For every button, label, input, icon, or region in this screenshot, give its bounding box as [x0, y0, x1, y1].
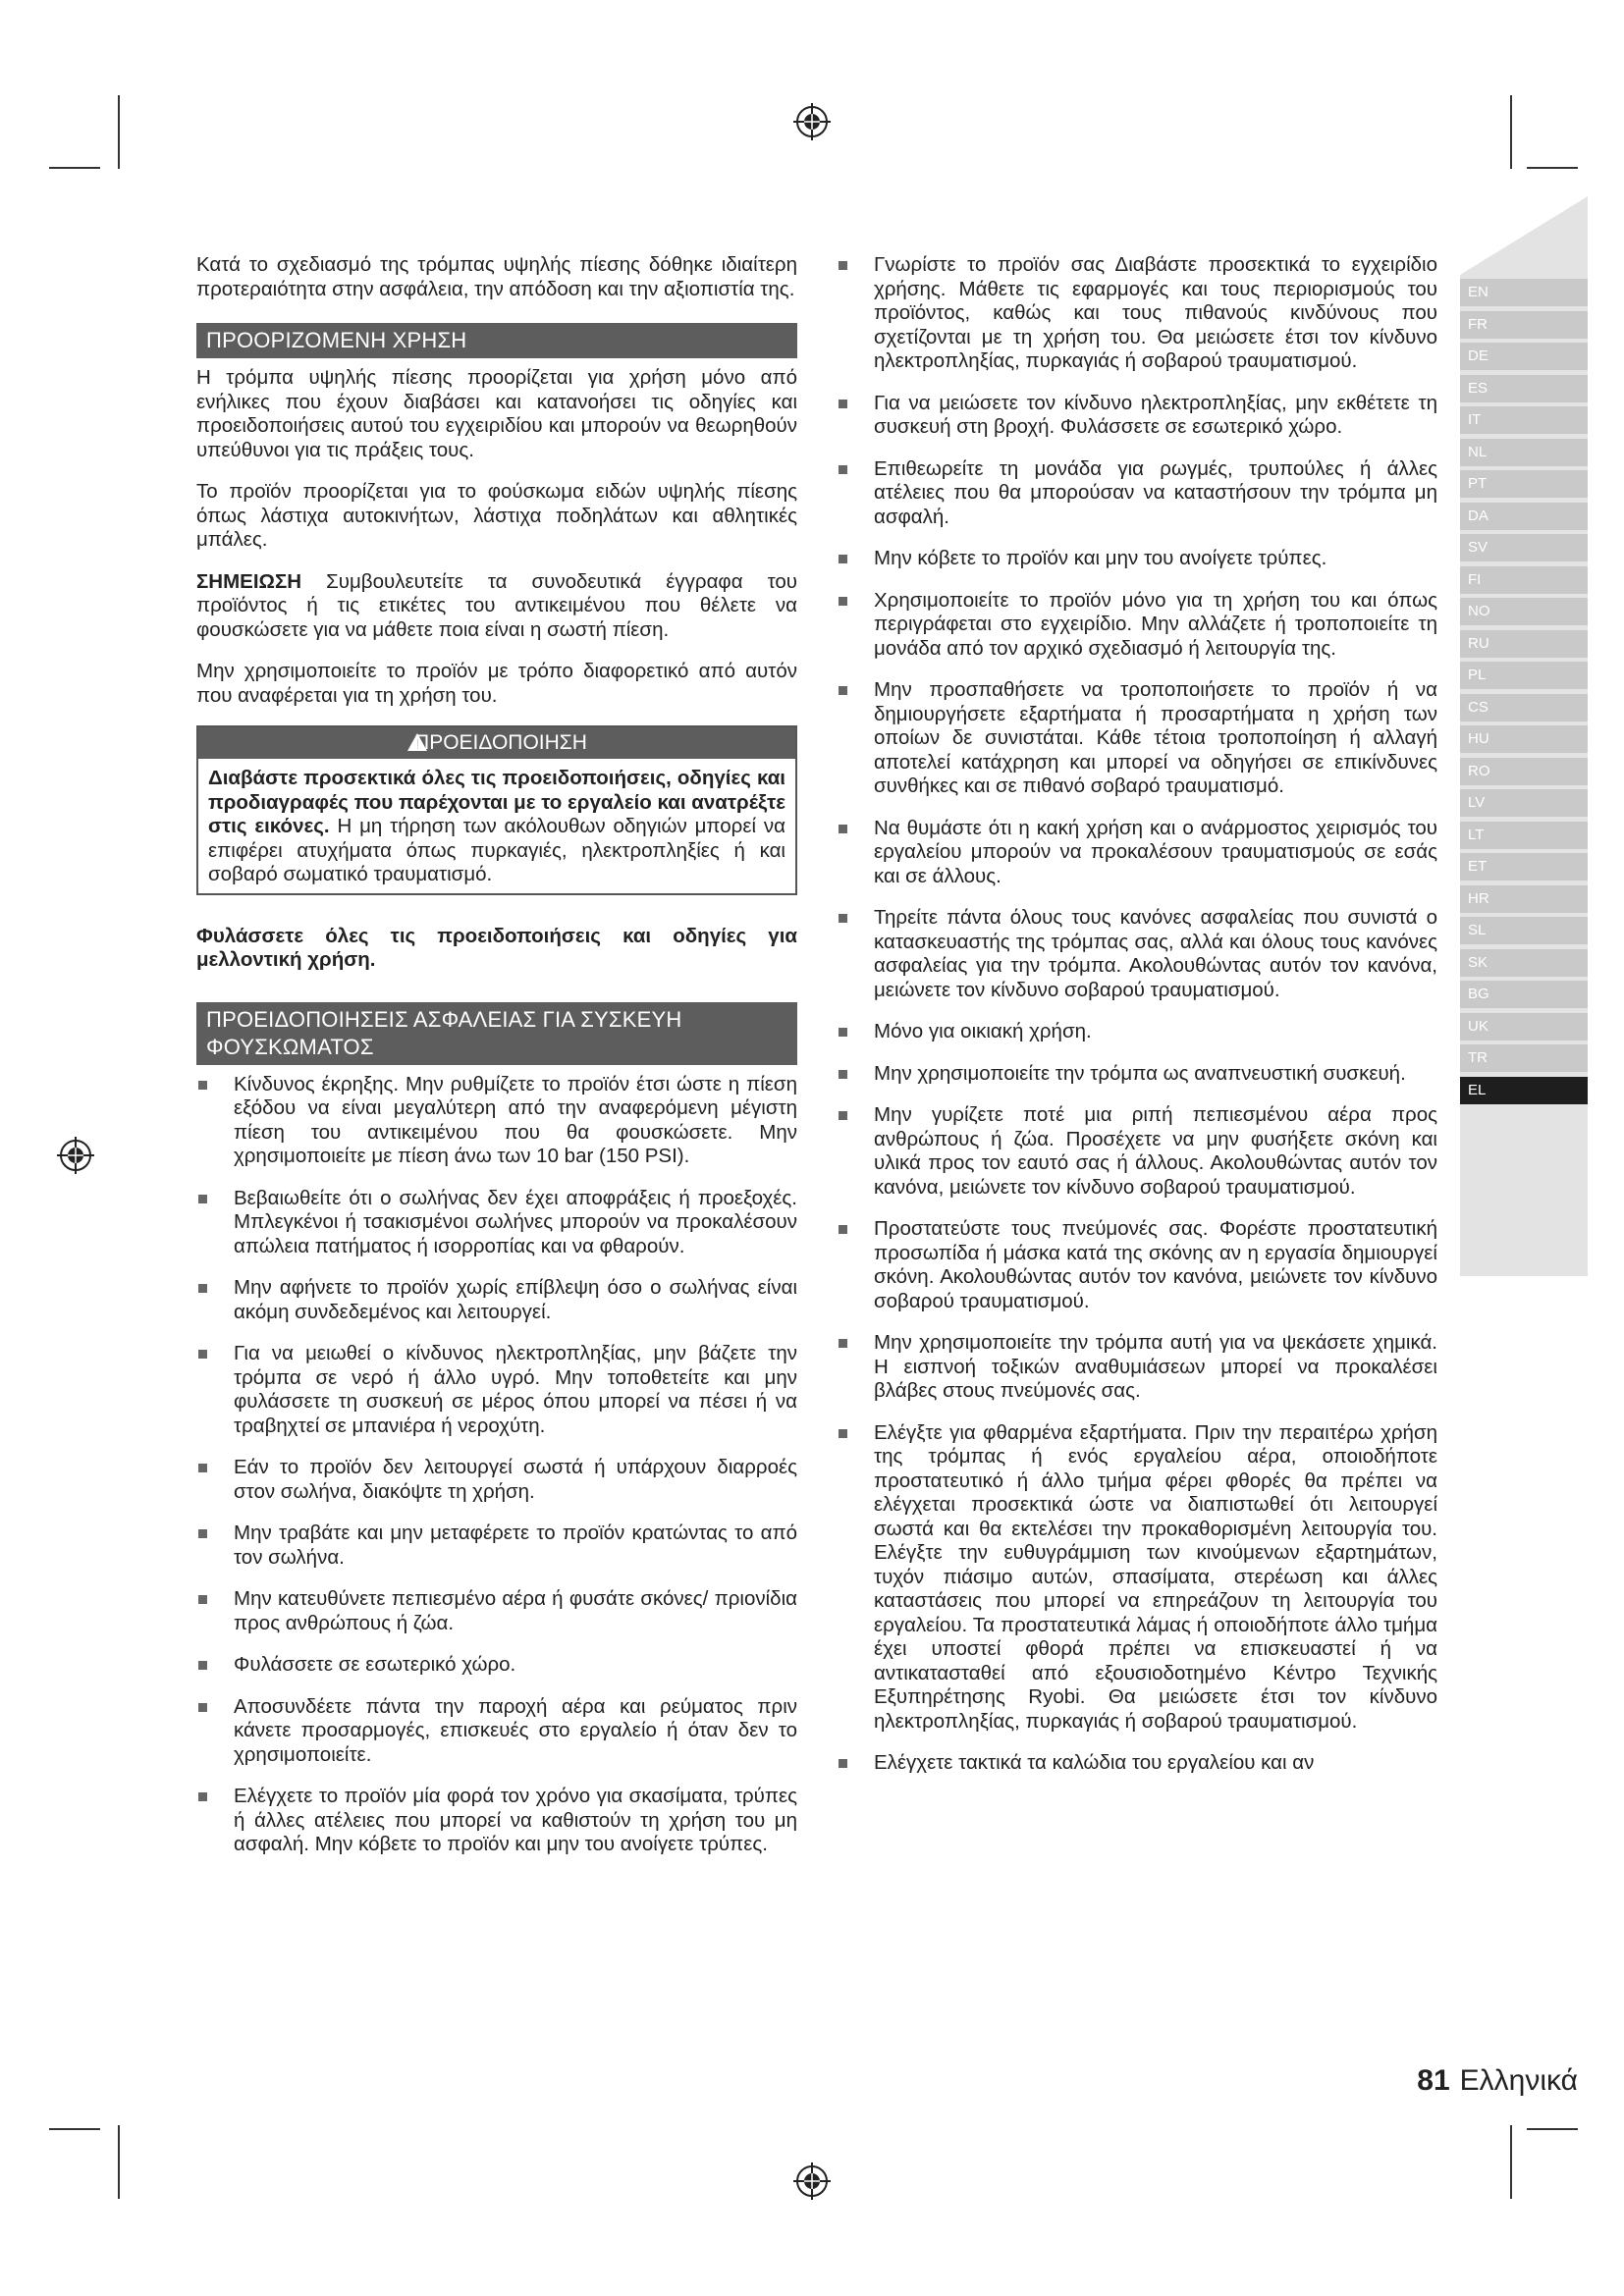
list-item: Μην γυρίζετε ποτέ μια ριπή πεπιεσμένου αέρα προς ανθρώπους ή ζώα. Προσέχετε να μην φυσήξετε σκόνη και υλικά προς τον εαυτό σας ή άλλους. Ακολουθώντας αυτόν τον κανόνα, μειώνετε τον κίνδυνο σοβαρού τραυματισμού. — [837, 1103, 1437, 1200]
list-item: Μην χρησιμοποιείτε την τρόμπα αυτή για να ψεκάσετε χημικά. Η εισπνοή τοξικών αναθυμιάσεων μπορεί να προκαλέσει βλάβες στους πνεύμονές σας. — [837, 1331, 1437, 1404]
list-item: Να θυμάστε ότι η κακή χρήση και ο ανάρμοστος χειρισμός του εργαλείου μπορούν να προκαλέσουν τραυματισμούς σε εσάς και σε άλλους. — [837, 817, 1437, 889]
language-tab-sk: SK — [1460, 949, 1588, 977]
list-item: Ελέγχετε τακτικά τα καλώδια του εργαλείου και αν — [837, 1751, 1437, 1776]
list-item: Κίνδυνος έκρηξης. Μην ρυθμίζετε το προϊόν έτσι ώστε η πίεση εξόδου να είναι μεγαλύτερη από την αναφερόμενη μέγιστη πίεση του αντικειμένου που θα φουσκώσετε. Μην χρησιμοποιείτε με πίεση άνω των 10 bar (150 PSI). — [196, 1073, 797, 1169]
note-paragraph — [196, 570, 797, 643]
note-text: Συμβουλευτείτε τα συνοδευτικά έγγραφα του προϊόντος ή τις ετικέτες του αντικειμένου που θέλετε να φουσκώσετε για να μάθετε ποια είναι η σωστή πίεση. — [196, 569, 797, 641]
list-item: Για να μειωθεί ο κίνδυνος ηλεκτροπληξίας, μην βάζετε την τρόμπα σε νερό ή άλλο υγρό. Μην τοποθετείτε και μην φυλάσσετε τη συσκευή σε μέρος όπου μπορεί να πέσει ή να τραβηχτεί σε μπανιέρα ή νεροχύτη. — [196, 1342, 797, 1438]
language-tab-hr: HR — [1460, 885, 1588, 913]
language-tab-en: EN — [1460, 279, 1588, 306]
crop-mark — [1510, 95, 1512, 169]
intended-use-paragraph: Μην χρησιμοποιείτε το προϊόν με τρόπο διαφορετικό από αυτόν που αναφέρεται για τη χρήση του. — [196, 660, 797, 707]
list-item: Βεβαιωθείτε ότι ο σωλήνας δεν έχει αποφράξεις ή προεξοχές. Μπλεγκένοι ή τσακισμένοι σωλήνες μπορούν να προκαλέσουν απώλεια πατήματος ή ισορροπίας και να φθαρούν. — [196, 1187, 797, 1259]
language-tab-pt: PT — [1460, 470, 1588, 498]
warning-box — [196, 725, 797, 895]
page-language: Ελληνικά — [1459, 2064, 1578, 2097]
language-tabs — [1460, 279, 1588, 1108]
language-tab-de: DE — [1460, 343, 1588, 370]
language-tab-ru: RU — [1460, 630, 1588, 658]
list-item: Μόνο για οικιακή χρήση. — [837, 1020, 1437, 1044]
list-item: Χρησιμοποιείτε το προϊόν μόνο για τη χρήση του και όπως περιγράφεται στο εγχειρίδιο. Μην αλλάζετε ή τροποποιείτε τη μονάδα από τον αρχικό σχεδιασμό ή λειτουργία της. — [837, 589, 1437, 662]
intended-use-heading: ΠΡΟΟΡΙΖΟΜΕΝΗ ΧΡΗΣΗ — [196, 323, 797, 358]
crop-mark — [118, 2125, 120, 2199]
list-item: Μην αφήνετε το προϊόν χωρίς επίβλεψη όσο ο σωλήνας είναι ακόμη συνδεδεμένος και λειτουργεί. — [196, 1276, 797, 1324]
list-item: Προστατεύστε τους πνεύμονές σας. Φορέστε προστατευτική προσωπίδα ή μάσκα κατά της σκόνης αν η εργασία δημιουργεί σκόνη. Ακολουθώντας αυτόν τον κανόνα, μειώνετε τον κίνδυνο σοβαρού τραυματισμού. — [837, 1217, 1437, 1313]
left-column — [196, 253, 797, 1875]
crop-mark — [118, 95, 120, 169]
list-item: Μην τραβάτε και μην μεταφέρετε το προϊόν κρατώντας το από τον σωλήνα. — [196, 1522, 797, 1570]
language-tab-hu: HU — [1460, 725, 1588, 753]
crop-mark — [49, 167, 100, 169]
list-item: Επιθεωρείτε τη μονάδα για ρωγμές, τρυπούλες ή άλλες ατέλειες που θα μπορούσαν να καταστήσουν την τρόμπα μη ασφαλή. — [837, 457, 1437, 530]
language-tab-sl: SL — [1460, 917, 1588, 944]
language-tab-es: ES — [1460, 375, 1588, 402]
safety-heading: ΠΡΟΕΙΔΟΠΟΙΗΣΕΙΣ ΑΣΦΑΛΕΙΑΣ ΓΙΑ ΣΥΣΚΕΥΗ ΦΟΥΣΚΩΜΑΤΟΣ — [196, 1002, 797, 1065]
list-item: Για να μειώσετε τον κίνδυνο ηλεκτροπληξίας, μην εκθέτετε τη συσκευή στη βροχή. Φυλάσσετε σε εσωτερικό χώρο. — [837, 392, 1437, 440]
list-item: Τηρείτε πάντα όλους τους κανόνες ασφαλείας που συνιστά ο κατασκευαστής της τρόμπας σας, αλλά και όλους τους κανόνες ασφαλείας για την τρόμπα. Ακολουθώντας αυτόν τον κανόνα, μειώνετε τον κίνδυνο σοβαρού τραυματισμού. — [837, 906, 1437, 1002]
list-item: Ελέγχετε το προϊόν μία φορά τον χρόνο για σκασίματα, τρύπες ή άλλες ατέλειες που μπορεί να καθιστούν τη χρήση του μη ασφαλή. Μην κόβετε το προϊόν και μην του ανοίγετε τρύπες. — [196, 1785, 797, 1857]
list-item: Μην χρησιμοποιείτε την τρόμπα ως αναπνευστική συσκευή. — [837, 1062, 1437, 1087]
registration-mark-icon — [57, 1137, 94, 1174]
list-item: Φυλάσσετε σε εσωτερικό χώρο. — [196, 1653, 797, 1678]
right-column — [837, 253, 1437, 1793]
language-tab-it: IT — [1460, 406, 1588, 434]
language-tab-et: ET — [1460, 853, 1588, 881]
crop-mark — [49, 2128, 100, 2130]
language-tab-uk: UK — [1460, 1013, 1588, 1041]
keep-warnings-text: Φυλάσσετε όλες τις προειδοποιήσεις και οδηγίες για μελλοντική χρήση. — [196, 924, 797, 971]
language-tab-tr: TR — [1460, 1044, 1588, 1072]
warning-bold-text: Διαβάστε προσεκτικά όλες τις προειδοποιήσεις, οδηγίες και προδιαγραφές που παρέχονται με το εργαλείο και ανατρέξτε στις εικόνες. — [208, 767, 785, 837]
language-tab-ro: RO — [1460, 758, 1588, 785]
safety-list — [196, 1073, 797, 1857]
intended-use-paragraph: Το προϊόν προορίζεται για το φούσκωμα ειδών υψηλής πίεσης όπως λάστιχα αυτοκινήτων, λάστιχα ποδηλάτων και αθλητικές μπάλες. — [196, 480, 797, 551]
language-tab-da: DA — [1460, 503, 1588, 530]
list-item: Αποσυνδέετε πάντα την παροχή αέρα και ρεύματος πριν κάνετε προσαρμογές, επισκευές στο εργαλείο ή όταν δεν το χρησιμοποιείτε. — [196, 1695, 797, 1768]
note-label: ΣΗΜΕΙΩΣΗ — [196, 569, 302, 593]
language-tab-no: NO — [1460, 598, 1588, 625]
crop-mark — [1510, 2125, 1512, 2199]
language-tab-lv: LV — [1460, 789, 1588, 817]
language-tab-lt: LT — [1460, 822, 1588, 849]
crop-mark — [1527, 167, 1578, 169]
warning-title: ΠΡΟΕΙΔΟΠΟΙΗΣΗ — [198, 727, 795, 759]
intended-use-paragraph: Η τρόμπα υψηλής πίεσης προορίζεται για χρήση μόνο από ενήλικες που έχουν διαβάσει και κατανοήσει τις οδηγίες και προειδοποιήσεις αυτού του εγχειριδίου και μπορούν να θεωρηθούν υπεύθυνοι για τις πράξεις τους. — [196, 366, 797, 461]
list-item: Μην κόβετε το προϊόν και μην του ανοίγετε τρύπες. — [837, 547, 1437, 571]
page-footer — [1417, 2063, 1578, 2099]
registration-mark-icon — [793, 103, 831, 140]
language-tab-el: EL — [1460, 1077, 1588, 1104]
list-item: Εάν το προϊόν δεν λειτουργεί σωστά ή υπάρχουν διαρροές στον σωλήνα, διακόψτε τη χρήση. — [196, 1456, 797, 1504]
list-item: Γνωρίστε το προϊόν σας Διαβάστε προσεκτικά το εγχειρίδιο χρήσης. Μάθετε τις εφαρμογές και τους περιορισμούς του προϊόντος, καθώς και τους πιθανούς κινδύνους που σχετίζονται με τη χρήση του. Θα μειώσετε έτσι τον κίνδυνο ηλεκτροπληξίας, πυρκαγιάς ή σοβαρού τραυματισμού. — [837, 253, 1437, 374]
warning-body — [198, 759, 795, 893]
list-item: Μην κατευθύνετε πεπιεσμένο αέρα ή φυσάτε σκόνες/ πριονίδια προς ανθρώπους ή ζώα. — [196, 1587, 797, 1635]
safety-list-continued — [837, 253, 1437, 1776]
registration-mark-icon — [793, 2163, 831, 2200]
language-tab-cs: CS — [1460, 694, 1588, 721]
language-tab-pl: PL — [1460, 662, 1588, 689]
page-number: 81 — [1417, 2064, 1450, 2097]
language-tab-nl: NL — [1460, 439, 1588, 466]
warning-text: Η μη τήρηση των ακόλουθων οδηγιών μπορεί να επιφέρει ατυχήματα όπως πυρκαγιές, ηλεκτροπληξίες ή και σοβαρό σωματικό τραυματισμό. — [208, 815, 785, 885]
language-tab-fr: FR — [1460, 311, 1588, 339]
language-tab-bg: BG — [1460, 981, 1588, 1008]
list-item: Μην προσπαθήσετε να τροποποιήσετε το προϊόν ή να δημιουργήσετε εξαρτήματα ή προσαρτήματα η χρήση των οποίων δε συνιστάται. Κάθε τέτοια τροποποίηση ή αλλαγή αποτελεί κατάχρηση και μπορεί να οδηγήσει σε επικίνδυνες συνθήκες και σε πιθανό σοβαρό τραυματισμό. — [837, 678, 1437, 799]
language-tab-fi: FI — [1460, 566, 1588, 594]
intro-paragraph: Κατά το σχεδιασμό της τρόμπας υψηλής πίεσης δόθηκε ιδιαίτερη προτεραιότητα στην ασφάλεια, την απόδοση και την αξιοπιστία της. — [196, 253, 797, 300]
language-tab-sv: SV — [1460, 534, 1588, 561]
crop-mark — [1527, 2128, 1578, 2130]
list-item: Ελέγξτε για φθαρμένα εξαρτήματα. Πριν την περαιτέρω χρήση της τρόμπας ή ενός εργαλείου αέρα, οποιοδήποτε προστατευτικό ή άλλο τμήμα φέρει φθορές θα πρέπει να ελέγχεται προσεκτικά ώστε να διαπιστωθεί ότι λειτουργεί σωστά και θα εκτελέσει την προκαθορισμένη λειτουργία του. Ελέγξτε την ευθυγράμμιση των κινούμενων εξαρτημάτων, τυχόν πιάσιμο αυτών, σπασίματα, στερέωση και άλλες καταστάσεις που μπορεί να επηρεάζουν τη λειτουργία του εργαλείου. Τα προστατευτικά λάμας ή οποιοδήποτε άλλο τμήμα έχει υποστεί φθορά πρέπει να επισκευαστεί ή να αντικατασταθεί από εξουσιοδοτημένο Κέντρο Τεχνικής Εξυπηρέτησης Ryobi. Θα μειώσετε έτσι τον κίνδυνο ηλεκτροπληξίας, πυρκαγιάς ή σοβαρού τραυματισμού. — [837, 1421, 1437, 1735]
